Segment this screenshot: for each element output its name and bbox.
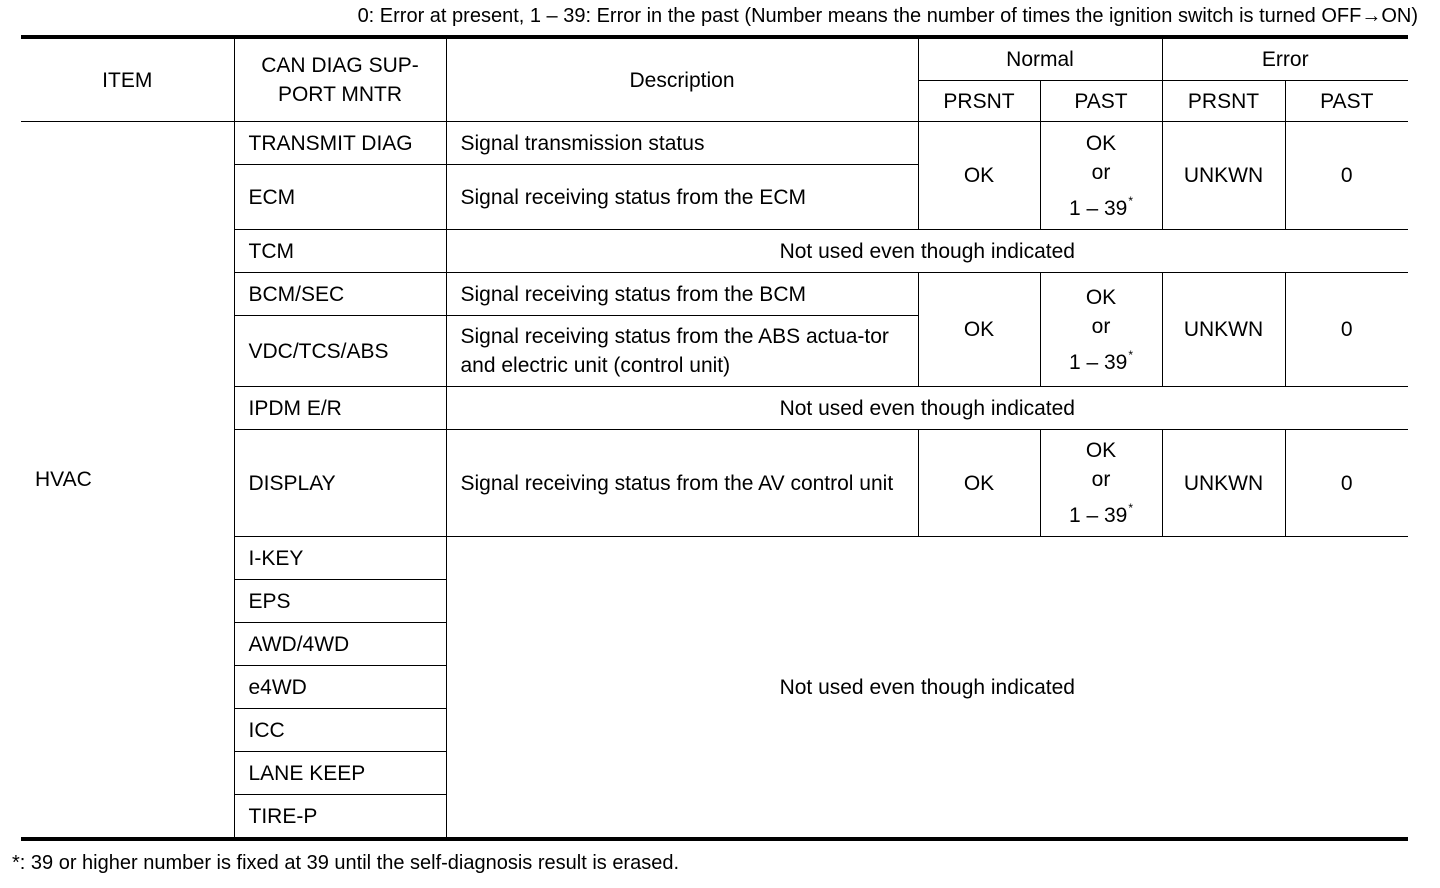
error-prsnt-cell: UNKWN xyxy=(1162,430,1285,537)
past-ok: OK xyxy=(1085,285,1117,309)
error-past-cell: 0 xyxy=(1285,122,1408,230)
table-row xyxy=(21,122,1408,165)
description-cell: Signal transmission status xyxy=(446,122,918,165)
normal-past-cell xyxy=(1040,273,1162,387)
monitor-cell: VDC/TCS/ABS xyxy=(234,316,446,387)
description-cell: Signal receiving status from the BCM xyxy=(446,273,918,316)
can-diag-table xyxy=(21,35,1408,841)
monitor-cell: LANE KEEP xyxy=(234,752,446,795)
header-item: ITEM xyxy=(21,37,234,122)
header-normal-prsnt: PRSNT xyxy=(918,81,1040,122)
normal-prsnt-cell: OK xyxy=(918,430,1040,537)
monitor-cell: TIRE-P xyxy=(234,795,446,840)
past-range: 1 – 39* xyxy=(1068,347,1134,374)
error-past-cell: 0 xyxy=(1285,273,1408,387)
header-error: Error xyxy=(1162,37,1408,81)
footnote: *: 39 or higher number is fixed at 39 until the self-diagnosis result is erased. xyxy=(12,852,680,874)
not-used-cell: Not used even though indicated xyxy=(446,387,1408,430)
not-used-cell: Not used even though indicated xyxy=(446,230,1408,273)
header-monitor: CAN DIAG SUP-PORT MNTR xyxy=(234,37,446,122)
past-range: 1 – 39* xyxy=(1068,501,1134,527)
not-used-cell: Not used even though indicated xyxy=(446,537,1408,840)
header-error-past: PAST xyxy=(1285,81,1408,122)
past-or: or xyxy=(1091,468,1111,491)
monitor-cell: e4WD xyxy=(234,666,446,709)
monitor-cell: EPS xyxy=(234,580,446,623)
item-cell: HVAC xyxy=(21,122,234,840)
normal-prsnt-cell: OK xyxy=(918,273,1040,387)
normal-past-cell xyxy=(1040,430,1162,537)
top-note: 0: Error at present, 1 – 39: Error in the past (Number means the number of times the ignition switch is turned OFF→ON) xyxy=(357,5,1418,27)
past-or: or xyxy=(1091,160,1111,184)
asterisk-mark: * xyxy=(1128,347,1134,362)
monitor-cell: TRANSMIT DIAG xyxy=(234,122,446,165)
header-normal: Normal xyxy=(918,37,1162,81)
monitor-cell: DISPLAY xyxy=(234,430,446,537)
error-prsnt-cell: UNKWN xyxy=(1162,273,1285,387)
past-ok: OK xyxy=(1085,131,1117,155)
monitor-cell: AWD/4WD xyxy=(234,623,446,666)
description-cell: Signal receiving status from the AV control unit xyxy=(446,430,918,537)
monitor-cell: ECM xyxy=(234,165,446,230)
monitor-cell: IPDM E/R xyxy=(234,387,446,430)
past-ok: OK xyxy=(1085,439,1117,462)
header-error-prsnt: PRSNT xyxy=(1162,81,1285,122)
past-or: or xyxy=(1091,314,1111,338)
header-row-1 xyxy=(21,37,1408,81)
monitor-cell: TCM xyxy=(234,230,446,273)
header-normal-past: PAST xyxy=(1040,81,1162,122)
past-range: 1 – 39* xyxy=(1068,193,1134,220)
description-cell: Signal receiving status from the ABS actua-tor and electric unit (control unit) xyxy=(446,316,918,387)
description-cell: Signal receiving status from the ECM xyxy=(446,165,918,230)
monitor-cell: BCM/SEC xyxy=(234,273,446,316)
header-description: Description xyxy=(446,37,918,122)
normal-past-cell xyxy=(1040,122,1162,230)
asterisk-mark: * xyxy=(1128,193,1134,208)
error-past-cell: 0 xyxy=(1285,430,1408,537)
monitor-cell: I-KEY xyxy=(234,537,446,580)
asterisk-mark: * xyxy=(1128,501,1134,515)
error-prsnt-cell: UNKWN xyxy=(1162,122,1285,230)
monitor-cell: ICC xyxy=(234,709,446,752)
normal-prsnt-cell: OK xyxy=(918,122,1040,230)
